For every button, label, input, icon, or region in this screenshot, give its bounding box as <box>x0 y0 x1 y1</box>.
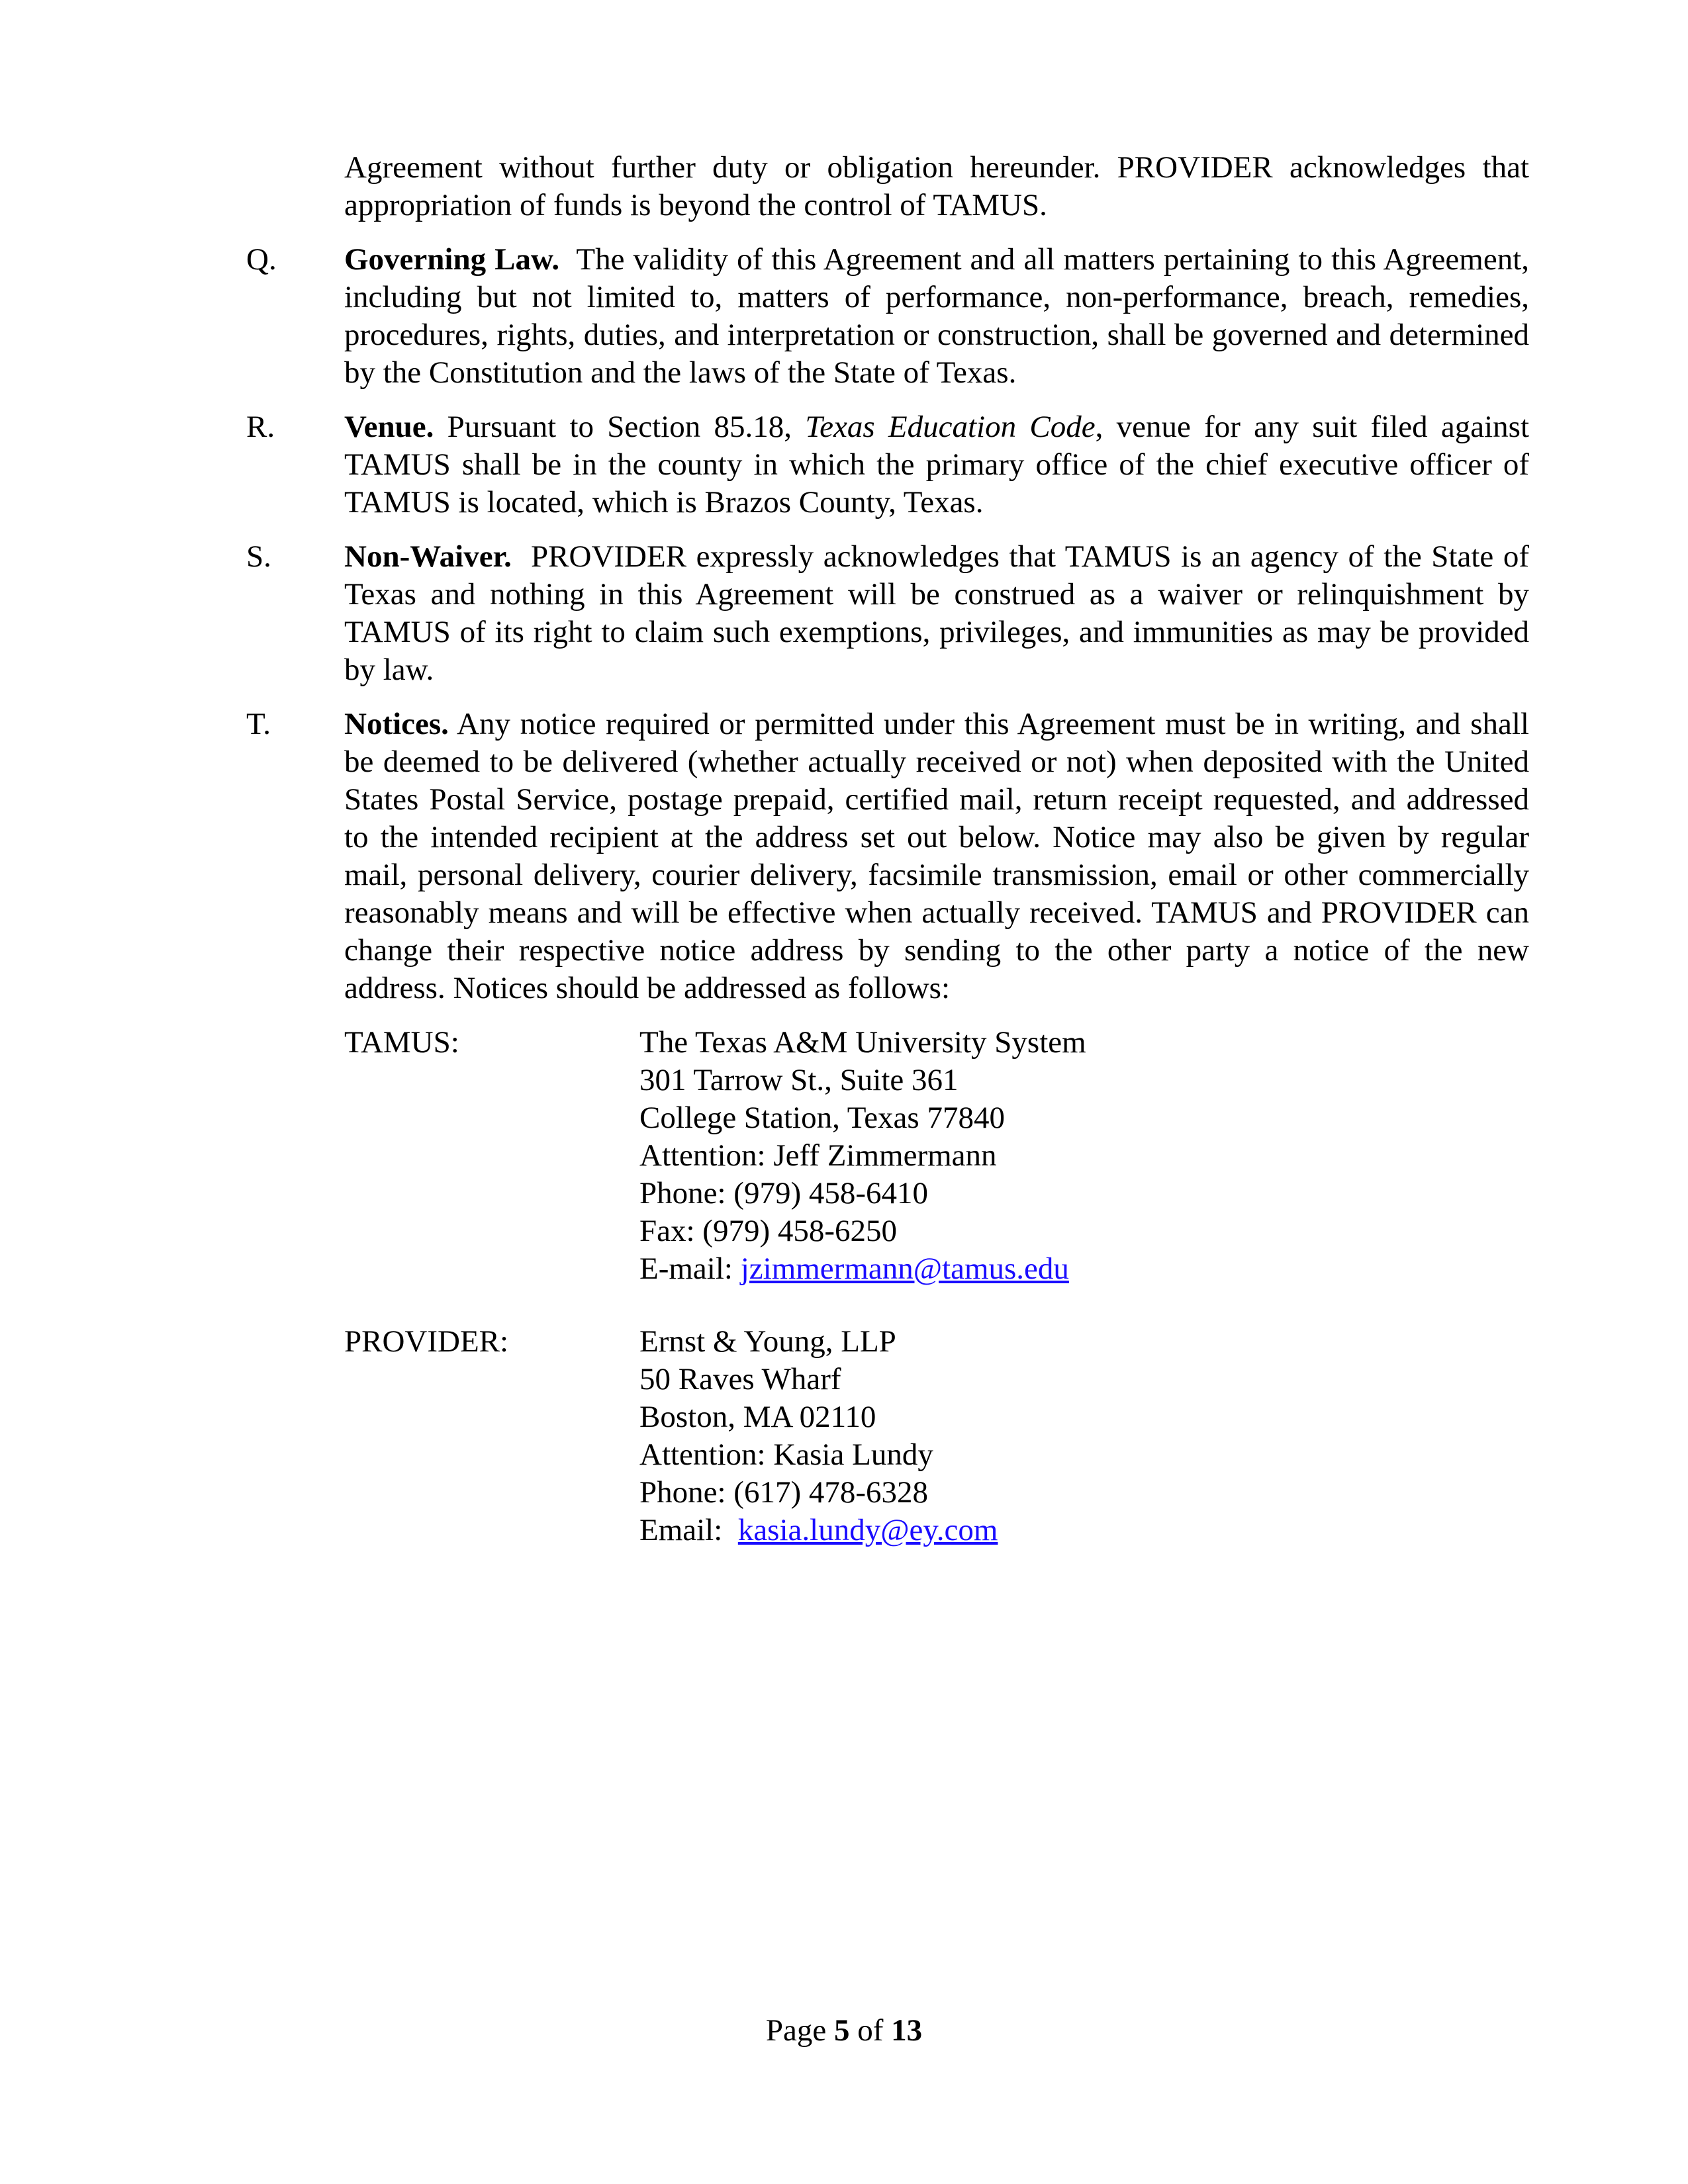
provider-email-label: Email: <box>639 1513 723 1547</box>
texas-education-code: Texas Education Code <box>805 410 1096 444</box>
section-s-paragraph <box>344 538 1529 689</box>
provider-attention: Attention: Kasia Lundy <box>639 1437 933 1472</box>
tamus-attention: Attention: Jeff Zimmermann <box>639 1138 997 1173</box>
section-s-letter: S. <box>246 539 271 574</box>
tamus-fax: Fax: (979) 458-6250 <box>639 1214 898 1248</box>
provider-phone: Phone: (617) 478-6328 <box>639 1475 929 1510</box>
provider-email-link[interactable]: kasia.lundy@ey.com <box>737 1513 998 1547</box>
tamus-email-link[interactable]: jzimmermann@tamus.edu <box>740 1251 1069 1286</box>
tamus-street: 301 Tarrow St., Suite 361 <box>639 1063 959 1097</box>
intro-text: Agreement without further duty or obligation hereunder. PROVIDER acknowledges that appropriation of funds is beyond the control of TAMUS. <box>344 150 1529 222</box>
section-t-paragraph <box>344 705 1529 1007</box>
section-t-letter: T. <box>246 707 271 741</box>
section-t-body: Any notice required or permitted under this Agreement must be in writing, and shall be deemed to be delivered (whether actually received or not) when deposited with the United States Postal Service, postage prepaid, certified mail, return receipt requested, and addressed to the intended recipient at the address set out below. Notice may also be given by regular mail, personal delivery, courier delivery, facsimile transmission, email or other commercially reasonably means and will be effective when actually received. TAMUS and PROVIDER can change their respective notice address by sending to the other party a notice of the new address. Notices should be addressed as follows: <box>344 707 1529 1005</box>
page-total: 13 <box>891 2013 923 2048</box>
tamus-name: The Texas A&M University System <box>639 1025 1086 1060</box>
section-r-body-start: Pursuant to Section 85.18, <box>447 410 792 444</box>
section-r-paragraph <box>344 408 1529 522</box>
section-q-body: The validity of this Agreement and all matters pertaining to this Agreement, including but not limited to, matters of performance, non-performance, breach, remedies, procedures, rights, duties, and interpretation or construction, shall be governed and determined by the Constitution and the laws of the State of Texas. <box>344 242 1530 390</box>
tamus-phone: Phone: (979) 458-6410 <box>639 1176 929 1210</box>
page-current: 5 <box>833 2013 850 2048</box>
page-number <box>0 2012 1688 2050</box>
provider-name: Ernst & Young, LLP <box>639 1324 896 1359</box>
section-r-heading: Venue. <box>344 410 434 444</box>
tamus-email-line <box>639 1250 1434 1288</box>
provider-address <box>639 1323 1434 1549</box>
section-q-paragraph <box>344 241 1529 392</box>
section-r-letter: R. <box>246 410 275 444</box>
tamus-label: TAMUS: <box>344 1025 459 1060</box>
section-q-heading: Governing Law. <box>344 242 560 277</box>
intro-paragraph <box>344 149 1529 224</box>
provider-city: Boston, MA 02110 <box>639 1400 876 1434</box>
section-s-heading: Non-Waiver. <box>344 539 512 574</box>
section-q-letter: Q. <box>246 242 277 277</box>
provider-label: PROVIDER: <box>344 1324 509 1359</box>
page-of: of <box>857 2013 884 2048</box>
section-s-body: PROVIDER expressly acknowledges that TAMUS is an agency of the State of Texas and nothing in this Agreement will be construed as a waiver or relinquishment by TAMUS of its right to claim such exemptions, privileges, and immunities as may be provided by law. <box>344 539 1529 687</box>
section-r-body-end: , venue for any suit filed against TAMUS shall be in the county in which the primary office of the chief executive officer of TAMUS is located, which is Brazos County, Texas. <box>344 410 1530 520</box>
section-t-heading: Notices. <box>344 707 449 741</box>
provider-street: 50 Raves Wharf <box>639 1362 841 1396</box>
tamus-address <box>639 1024 1434 1288</box>
tamus-city: College Station, Texas 77840 <box>639 1101 1005 1135</box>
provider-email-line <box>639 1512 1434 1549</box>
tamus-email-label: E-mail: <box>639 1251 733 1286</box>
page-prefix: Page <box>765 2013 827 2048</box>
